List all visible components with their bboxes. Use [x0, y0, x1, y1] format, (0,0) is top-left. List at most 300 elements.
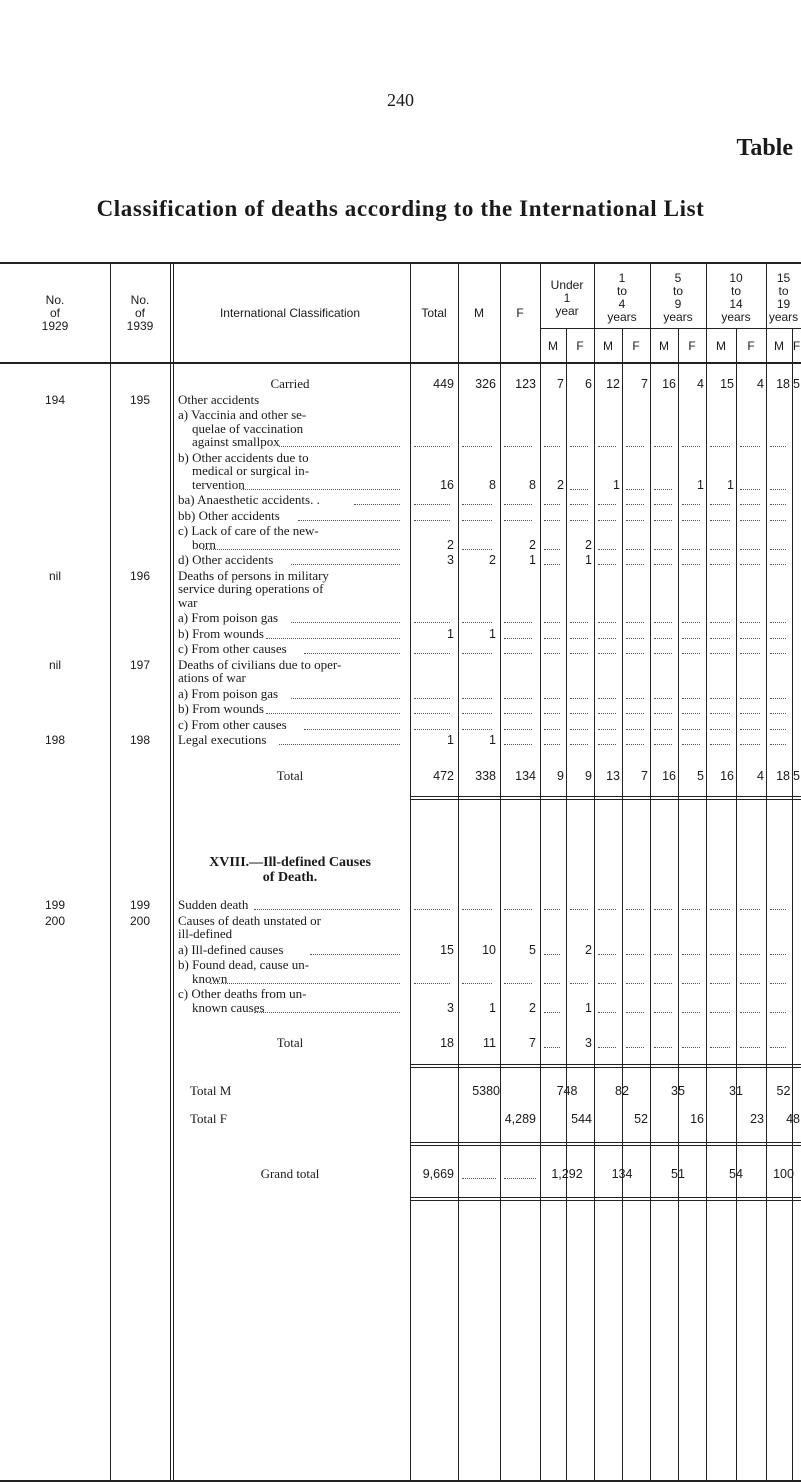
header-line: Under — [550, 278, 584, 292]
dot-leader — [291, 622, 400, 623]
dot-leader — [598, 504, 616, 505]
dot-leader — [710, 504, 730, 505]
total-double-rule — [410, 796, 801, 797]
dot-leader — [682, 446, 700, 447]
dot-leader — [266, 713, 400, 714]
code-1929: nil — [48, 657, 61, 672]
dot-leader — [626, 983, 644, 984]
dot-leader — [626, 446, 644, 447]
dot-leader — [626, 729, 644, 730]
dot-leader — [462, 729, 492, 730]
section-title: XVIII.—Ill-defined Causes — [209, 855, 371, 870]
row-label: b) Found dead, cause un- — [178, 957, 310, 972]
total-m-age-value: 82 — [615, 1083, 629, 1098]
total-header: Total — [421, 306, 447, 320]
dot-leader — [740, 489, 760, 490]
dot-leader — [654, 520, 672, 521]
dot-leader — [210, 983, 401, 984]
row-label: c) Other deaths from un- — [178, 986, 307, 1001]
table-top-rule — [0, 262, 801, 264]
column-rule — [500, 262, 501, 1482]
age-value: 2 — [585, 537, 592, 552]
dot-leader — [598, 909, 616, 910]
dot-leader — [654, 504, 672, 505]
dot-leader — [598, 653, 616, 654]
row-label: ations of war — [178, 670, 246, 685]
dot-leader — [770, 1047, 786, 1048]
dot-leader — [462, 713, 492, 714]
dot-leader — [298, 520, 400, 521]
dot-leader — [544, 564, 560, 565]
column-rule — [110, 262, 111, 1482]
dot-leader — [740, 698, 760, 699]
age-value: 7 — [641, 377, 648, 391]
total-f-age-value: 16 — [690, 1111, 704, 1126]
dot-leader — [291, 564, 400, 565]
row-label: Deaths of civilians due to oper- — [178, 656, 342, 672]
row-label: Causes of death unstated or — [178, 912, 321, 928]
dot-leader — [654, 1012, 672, 1013]
male-value: 10 — [482, 942, 496, 957]
dot-leader — [504, 983, 532, 984]
dot-leader — [570, 489, 588, 490]
dot-leader — [291, 698, 400, 699]
dot-leader — [740, 1047, 760, 1048]
age-sub-female-header: F — [792, 339, 801, 353]
row-label: Total — [276, 1035, 304, 1050]
dot-leader — [682, 983, 700, 984]
age-value: 1 — [727, 477, 734, 492]
dot-leader — [710, 446, 730, 447]
dot-leader — [570, 638, 588, 639]
dot-leader — [654, 983, 672, 984]
total-double-rule — [410, 799, 801, 800]
dot-leader — [710, 954, 730, 955]
grand-total-age-value: 134 — [611, 1166, 633, 1181]
male-value: 11 — [483, 1036, 496, 1050]
subcolumn-rule — [566, 328, 567, 1482]
dot-leader — [710, 1012, 730, 1013]
total-f-age-value: 52 — [634, 1111, 648, 1126]
total-f-label: Total F — [190, 1110, 228, 1126]
dot-leader — [740, 954, 760, 955]
column-rule — [594, 262, 595, 1482]
dot-leader — [598, 446, 616, 447]
age-group-header — [594, 272, 650, 324]
row-label: service during operations of — [178, 581, 324, 596]
age-value: 4 — [757, 377, 764, 391]
header-line: to — [616, 284, 627, 298]
header-line: No. — [130, 293, 150, 307]
age-value: 16 — [720, 768, 734, 783]
dot-leader — [254, 909, 400, 910]
dot-leader — [740, 504, 760, 505]
header-line: 19 — [776, 297, 791, 311]
dot-leader — [710, 549, 730, 550]
row-label: ba) Anaesthetic accidents. . — [178, 492, 320, 507]
age-subheader-rule — [540, 328, 801, 329]
dot-leader — [279, 744, 400, 745]
grand-total-double-rule — [410, 1200, 801, 1201]
dot-leader — [770, 446, 786, 447]
grand-total-age-value: 54 — [729, 1166, 743, 1181]
dot-leader — [544, 1012, 560, 1013]
dot-leader — [504, 744, 532, 745]
dot-leader — [462, 653, 492, 654]
dot-leader — [570, 504, 588, 505]
dot-leader — [598, 744, 616, 745]
dot-leader — [770, 744, 786, 745]
male-value: 326 — [475, 377, 496, 391]
age-sub-male-header: M — [603, 339, 613, 353]
header-line: 1929 — [41, 319, 69, 333]
dot-leader — [626, 909, 644, 910]
dot-leader — [654, 653, 672, 654]
code-1939: 195 — [129, 392, 151, 407]
age-group-header — [706, 272, 766, 324]
dot-leader — [462, 698, 492, 699]
header-line: 1 — [618, 271, 626, 285]
dot-leader — [544, 909, 560, 910]
dot-leader — [544, 446, 560, 447]
dot-leader — [626, 504, 644, 505]
dot-leader — [544, 983, 560, 984]
dot-leader — [654, 954, 672, 955]
dot-leader — [570, 983, 588, 984]
dot-leader — [570, 653, 588, 654]
dot-leader — [544, 1047, 560, 1048]
dot-leader — [598, 622, 616, 623]
dot-leader — [682, 549, 700, 550]
subcolumn-rule — [736, 328, 737, 1482]
age-value: 7 — [557, 377, 564, 391]
page-title: Classification of deaths according to the International List — [96, 196, 705, 221]
dot-leader — [504, 446, 532, 447]
dot-leader — [770, 729, 786, 730]
section-title: of Death. — [262, 870, 318, 885]
dot-leader — [598, 564, 616, 565]
dot-leader — [740, 983, 760, 984]
dot-leader — [544, 954, 560, 955]
dot-leader — [626, 520, 644, 521]
dot-leader — [354, 504, 400, 505]
grand-total-age-value: 51 — [671, 1166, 685, 1181]
total-value: 2 — [447, 537, 454, 552]
age-value: 18 — [776, 377, 790, 391]
row-label: Total — [276, 767, 304, 783]
dot-leader — [740, 520, 760, 521]
dot-leader — [770, 504, 786, 505]
total-value: 16 — [440, 477, 454, 492]
no-1929-header — [0, 294, 110, 333]
dot-leader — [626, 622, 644, 623]
dot-leader — [710, 698, 730, 699]
page-number: 240 — [387, 90, 414, 110]
total-m-value: 5380 — [472, 1083, 500, 1098]
row-label: known causes — [192, 999, 265, 1015]
header-line: of — [134, 306, 145, 320]
dot-leader — [770, 489, 786, 490]
row-label: Deaths of persons in military — [178, 567, 329, 583]
dot-leader — [710, 983, 730, 984]
age-value: 2 — [557, 477, 564, 492]
male-value: 1 — [489, 733, 496, 747]
dot-leader — [504, 622, 532, 623]
dot-leader — [654, 698, 672, 699]
dot-leader — [414, 698, 450, 699]
dot-leader — [682, 698, 700, 699]
dot-leader — [462, 520, 492, 521]
dot-leader — [626, 713, 644, 714]
dot-leader — [570, 622, 588, 623]
total-double-rule — [410, 1145, 801, 1146]
header-line: 5 — [674, 271, 682, 285]
dot-leader — [740, 638, 760, 639]
dot-leader — [770, 653, 786, 654]
header-line: years — [663, 310, 693, 324]
dot-leader — [682, 744, 700, 745]
dot-leader — [570, 446, 588, 447]
dot-leader — [710, 909, 730, 910]
code-1939: 196 — [129, 568, 151, 583]
female-value: 1 — [529, 553, 536, 567]
age-value: 1 — [613, 477, 620, 492]
dot-leader — [654, 1047, 672, 1048]
dot-leader — [462, 983, 492, 984]
header-line: of — [49, 306, 60, 320]
dot-leader — [504, 909, 532, 910]
dot-leader — [654, 744, 672, 745]
dot-leader — [740, 1012, 760, 1013]
dot-leader — [654, 909, 672, 910]
dot-leader — [598, 713, 616, 714]
dot-leader — [414, 446, 450, 447]
dot-leader — [598, 549, 616, 550]
column-rule — [410, 262, 411, 1482]
header-line: 10 — [729, 271, 743, 285]
dot-leader — [544, 698, 560, 699]
dot-leader — [598, 698, 616, 699]
total-value: 1 — [447, 626, 454, 641]
row-label: a) Vaccinia and other se- — [178, 407, 307, 422]
dot-leader — [770, 698, 786, 699]
dot-leader — [462, 909, 492, 910]
header-line: 14 — [729, 297, 743, 311]
male-value: 2 — [489, 553, 496, 567]
dot-leader — [414, 504, 450, 505]
dot-leader — [598, 954, 616, 955]
dot-leader — [654, 713, 672, 714]
age-value: 3 — [585, 1036, 592, 1050]
dot-leader — [626, 489, 644, 490]
dot-leader — [462, 1178, 496, 1179]
female-value: 8 — [529, 477, 536, 492]
total-m-age-value: 748 — [556, 1083, 578, 1098]
dot-leader — [462, 622, 492, 623]
dot-leader — [462, 504, 492, 505]
total-m-age-value: 52 — [776, 1083, 791, 1098]
dot-leader — [544, 653, 560, 654]
dot-leader — [710, 729, 730, 730]
subcolumn-rule — [792, 328, 793, 1482]
dot-leader — [654, 489, 672, 490]
grand-total-age-value: 1,292 — [551, 1166, 583, 1181]
row-label: ill-defined — [178, 926, 233, 941]
header-line: years — [768, 310, 799, 324]
row-label: a) From poison gas — [178, 610, 279, 625]
grand-total-value: 9,669 — [422, 1166, 454, 1181]
dot-leader — [598, 638, 616, 639]
dot-leader — [770, 954, 786, 955]
dot-leader — [544, 520, 560, 521]
row-label: Other accidents — [178, 391, 260, 407]
age-value: 16 — [662, 377, 676, 391]
row-label: quelae of vaccination — [192, 420, 304, 436]
row-label: c) From other causes — [178, 716, 287, 732]
female-value: 5 — [529, 942, 536, 957]
total-f-age-value: 544 — [571, 1111, 592, 1126]
dot-leader — [682, 1047, 700, 1048]
dot-leader — [462, 549, 492, 550]
age-value: 2 — [585, 942, 592, 957]
dot-leader — [544, 729, 560, 730]
total-f-age-value: 23 — [750, 1111, 764, 1126]
column-rule — [766, 262, 767, 1482]
dot-leader — [414, 909, 450, 910]
dot-leader — [504, 638, 532, 639]
female-value: 2 — [529, 537, 536, 552]
dot-leader — [682, 729, 700, 730]
header-line: 1939 — [126, 319, 154, 333]
total-m-age-value: 35 — [671, 1083, 685, 1098]
dot-leader — [710, 1047, 730, 1048]
dot-leader — [598, 1012, 616, 1013]
total-m-age-value: 31 — [729, 1083, 743, 1098]
row-label: Legal executions — [178, 732, 267, 747]
dot-leader — [654, 638, 672, 639]
dot-leader — [504, 520, 532, 521]
dot-leader — [682, 954, 700, 955]
dot-leader — [740, 909, 760, 910]
code-1929: nil — [48, 568, 61, 583]
male-value: 1 — [489, 1000, 496, 1015]
dot-leader — [626, 744, 644, 745]
row-label: against smallpox — [192, 434, 280, 449]
dot-leader — [544, 622, 560, 623]
dot-leader — [682, 638, 700, 639]
dot-leader — [654, 564, 672, 565]
code-1939: 198 — [129, 733, 151, 747]
dot-leader — [504, 504, 532, 505]
total-value: 18 — [440, 1036, 454, 1050]
age-value: 9 — [557, 768, 564, 783]
dot-leader — [654, 622, 672, 623]
dot-leader — [598, 983, 616, 984]
age-value: 18 — [776, 768, 790, 783]
dot-leader — [544, 549, 560, 550]
dot-leader — [682, 713, 700, 714]
dot-leader — [626, 638, 644, 639]
dot-leader — [626, 549, 644, 550]
dot-leader — [740, 622, 760, 623]
dot-leader — [414, 983, 450, 984]
dot-leader — [654, 549, 672, 550]
row-label: born — [192, 536, 216, 552]
header-bottom-rule — [0, 362, 801, 364]
female-header: F — [516, 306, 524, 320]
dot-leader — [310, 954, 400, 955]
dot-leader — [682, 622, 700, 623]
grand-total-double-rule — [410, 1197, 801, 1198]
dot-leader — [598, 520, 616, 521]
row-label: c) From other causes — [178, 641, 287, 656]
age-value: 15 — [720, 377, 734, 391]
dot-leader — [740, 713, 760, 714]
dot-leader — [626, 1012, 644, 1013]
dot-leader — [570, 744, 588, 745]
header-line: No. — [45, 293, 65, 307]
dot-leader — [570, 729, 588, 730]
total-value: 15 — [440, 942, 454, 957]
dot-leader — [682, 653, 700, 654]
row-label: b) From wounds — [178, 625, 264, 641]
column-rule — [540, 262, 541, 1482]
classification-table — [0, 262, 801, 1482]
age-group-header — [540, 279, 594, 318]
row-label: c) Lack of care of the new- — [178, 523, 319, 538]
age-value: 5 — [793, 377, 800, 391]
header-line: 15 — [776, 271, 791, 285]
female-value: 123 — [515, 377, 536, 391]
header-line: years — [721, 310, 751, 324]
age-value: 6 — [585, 377, 592, 391]
dot-leader — [770, 549, 786, 550]
dot-leader — [770, 622, 786, 623]
age-sub-female-header: F — [747, 339, 755, 353]
age-value: 7 — [641, 768, 648, 783]
code-1939: 197 — [129, 657, 151, 672]
dot-leader — [654, 729, 672, 730]
row-label: a) Ill-defined causes — [178, 941, 284, 957]
age-value: 12 — [606, 377, 620, 391]
age-value: 1 — [697, 477, 704, 492]
subcolumn-rule — [622, 328, 623, 1482]
row-label: a) From poison gas — [178, 685, 279, 701]
header-line: to — [730, 284, 741, 298]
dot-leader — [770, 638, 786, 639]
code-1939: 199 — [129, 898, 151, 912]
row-label: d) Other accidents — [178, 552, 274, 567]
subcolumn-rule — [678, 328, 679, 1482]
age-value: 5 — [697, 768, 704, 783]
grand-total-label: Grand total — [260, 1165, 320, 1181]
total-double-rule — [410, 1064, 801, 1065]
row-label: medical or surgical in- — [192, 463, 310, 478]
total-f-age-value: 48 — [786, 1111, 800, 1126]
dot-leader — [682, 564, 700, 565]
dot-leader — [626, 698, 644, 699]
dot-leader — [414, 713, 450, 714]
dot-leader — [710, 520, 730, 521]
age-sub-female-header: F — [632, 339, 640, 353]
male-value: 8 — [489, 477, 496, 492]
age-value: 4 — [757, 768, 764, 783]
dot-leader — [710, 744, 730, 745]
dot-leader — [682, 504, 700, 505]
dot-leader — [504, 729, 532, 730]
dot-leader — [682, 909, 700, 910]
age-group-header — [766, 272, 801, 324]
